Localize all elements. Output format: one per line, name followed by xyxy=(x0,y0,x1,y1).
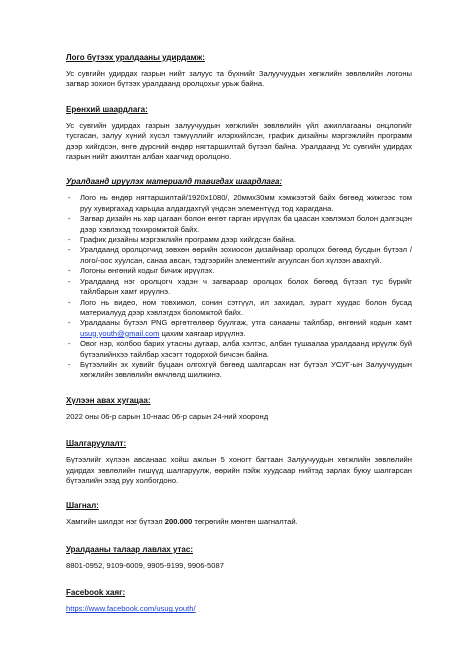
list-item: - Овог нэр, холбоо барих утасны дугаар, алба хэлтэс, албан тушаалаа уралдаанд ирүүлж буй бүтээлийнхээ тайлбар хэсэгт тодорхой бичсэн байна. xyxy=(66,339,412,360)
email-suffix: цахим хаягаар ирүүлнэ. xyxy=(159,328,246,338)
section-heading-submission-requirements: Уралдаанд ирүүлэх материалд тавигдах шаардлага: xyxy=(66,177,283,187)
section-heading-general-requirements: Ерөнхий шаардлага: xyxy=(66,104,148,114)
facebook-line xyxy=(66,604,412,614)
selection-paragraph: Бүтээлийг хүлээн авсанаас хойш ажлын 5 хоногт багтаан Залуучуудын хөгжлийн зөвлөлийн удирдах зөвлөлийн гишүүд шалгаруулж, өөрийн пэйж хуудсаар нийтэд зарлах буюу шалгарсан бүтээлийн эзэд руу холбогдоно. xyxy=(66,455,412,485)
section-heading-selection: Шалгаруулалт: xyxy=(66,439,127,449)
prize-suffix: төгрөгийн мөнгөн шагналтай. xyxy=(192,517,298,527)
prize-prefix: Хамгийн шилдэг нэг бүтээл xyxy=(66,517,165,527)
general-requirements-paragraph: Ус сувгийн удирдах газрын залуучуудын хөгжлийн зөвлөлийн үйл ажиллагааны онцлогийг тусгасан, залуу хүний хүсэл тэмүүллийг илэрхийлсэн, график дизайны мэргэжлийн программ дээр хийгдсэн, өнгө дүрсний өндөр нягтаршилтай бүтээл байна. Уралдаанд Ус сувгийн удирдах газрын нийт ажилтан албан хаагчид оролцоно. xyxy=(66,120,412,162)
section-heading-prize: Шагнал: xyxy=(66,501,99,511)
section-heading-logo-competition: Лого бүтээх уралдааны удирдамж: xyxy=(66,53,205,62)
email-link[interactable]: usug.youth@gmail.com xyxy=(80,328,160,338)
prize-text xyxy=(66,517,412,527)
requirements-list xyxy=(66,193,412,380)
facebook-link[interactable]: https://www.facebook.com/usug.youth/ xyxy=(66,604,196,614)
list-item: - Уралдаанд нэг оролцогч хэдэн ч загвараар оролцох болох бөгөөд бүтээл тус бүрийг тайлбарын хамт ирүүлнэ. xyxy=(66,277,412,298)
list-item: - Лого нь өндөр нягтаршилтай/1920x1080/, 20ммx30мм хэмжээтэй байх бөгөөд жижгээс том руу хувиргахад харьцаа алдагдахгүй үндсэн элементүүд тод харагдана. xyxy=(66,193,412,214)
contact-phone-numbers: 8801-0952, 9109-6009, 9905-9199, 9906-5087 xyxy=(66,560,224,570)
list-item: - График дизайны мэргэжлийн программ дээр хийгдсэн байна. xyxy=(66,235,412,245)
list-item-with-email xyxy=(66,318,412,339)
list-item: - Загвар дизайн нь хар цагаан болон өнгөт гарган ирүүлэх ба цаасан хэвлэмэл болон дэлгэцэн дээр хэвлэхэд тохиромжтой байх. xyxy=(66,214,412,235)
list-item: - Бүтээлийн эх хувийг буцаан олгохгүй бөгөөд шалгарсан нэг бүтээл УСУГ-ын Залуучуудын хөгжлийн зөвлөлийн өмчлөлд шилжинэ. xyxy=(66,360,412,381)
section-heading-facebook: Facebook хаяг: xyxy=(66,588,126,598)
section-heading-contact-phone: Уралдааны талаар лавлах утас: xyxy=(66,544,193,554)
prize-amount: 200.000 xyxy=(164,517,193,527)
section-heading-deadline: Хүлээн авах хугацаа: xyxy=(66,395,151,405)
deadline-text: 2022 оны 06-р сарын 10-наас 06-р сарын 24-ний хооронд xyxy=(66,411,269,421)
list-item: - Лого нь видео, ном товхимол, сонин сэтгүүл, ил захидал, зурагт хуудас болон бусад материалууд дээр хэвлэгдэх боломжтой байх. xyxy=(66,298,412,319)
list-item-text: Уралдааны бүтээл PNG өргөтгөлөөр буулгаж, утга санааны тайлбар, өнгөний кодын хамт xyxy=(80,318,412,328)
intro-paragraph: Ус сувгийн удирдах газрын нийт залуус та бүхнийг Залуучуудын хөгжлийн зөвлөлийн логоны загвар зохион бүтээх уралдаанд оролцохыг урьж байна. xyxy=(66,69,412,89)
list-item: - Уралдаанд оролцогчид зөвхөн өөрийн зохиосон дизайнаар оролцох бөгөөд бусдын бүтээл /лого/-оос хуулсан, санаа авсан, тэдгээрийн элементийг агуулсан бол хүлээн авахгүй. xyxy=(66,245,412,266)
list-item: - Логоны өнгөний кодыг бичиж ирүүлэх. xyxy=(66,266,412,276)
